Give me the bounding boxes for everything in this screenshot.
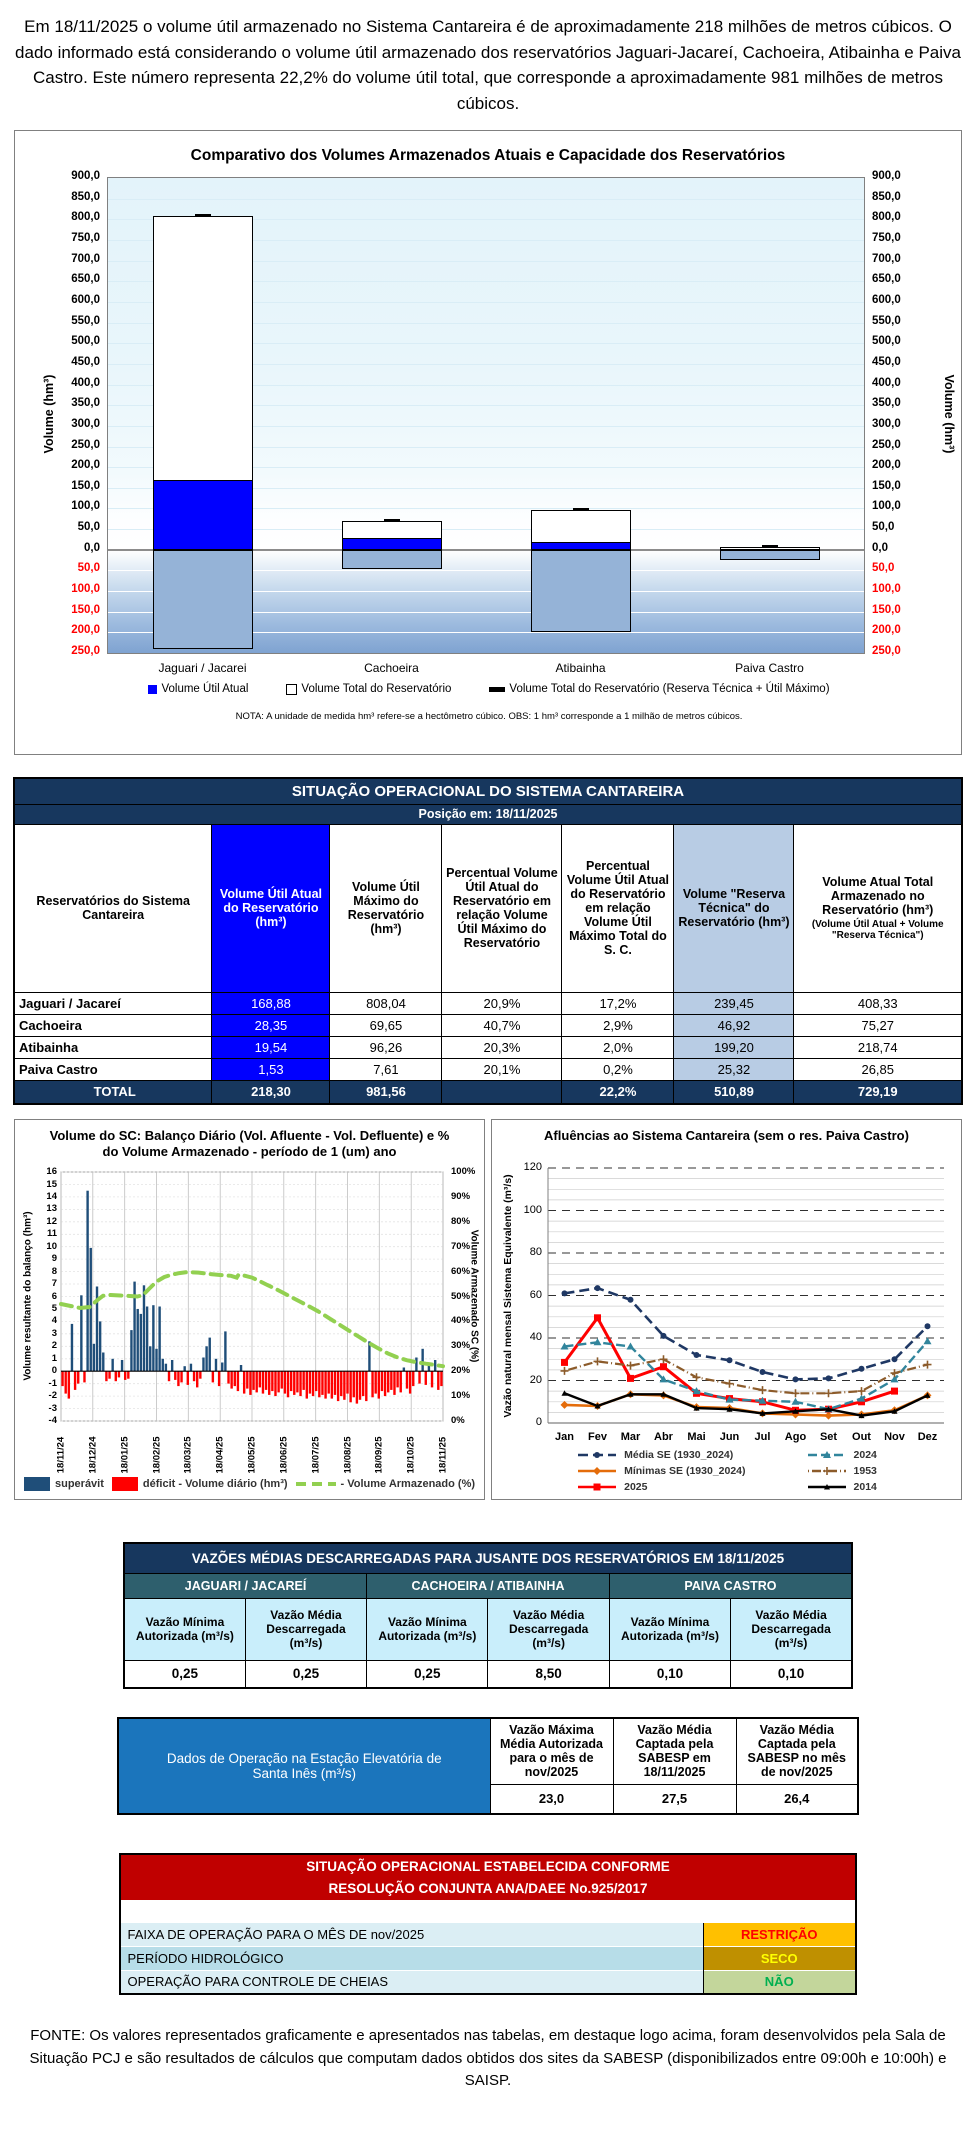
legend-item [806,1465,877,1477]
situacao-operacional-table [13,777,963,1105]
legend-item [286,683,451,695]
x-tick-label: Jun [719,1431,740,1443]
table-row [120,1946,855,1970]
cell: 218,74 [794,1036,962,1058]
col-header: Vazão Média Captada pela SABESP em 18/11/2025 [613,1718,736,1784]
x-category-label: Atibainha [555,661,606,675]
chart-title: Afluências ao Sistema Cantareira (sem o res. Paiva Castro) [544,1128,909,1143]
legend-column [576,1449,745,1493]
y-tick-label: 400,0 [872,376,901,389]
balanco-svg [61,1172,443,1421]
x-tick-label: 18/07/25 [310,1436,322,1474]
y-tick-label: 600,0 [71,293,100,306]
y-tick-label: 40 [529,1331,542,1343]
col-header: Percentual Volume Útil Atual do Reservatório em relação Volume Útil Máximo Total do S. C. [562,824,674,992]
legend-swatch-icon [806,1449,848,1461]
legend-label: 2024 [853,1449,877,1461]
cell: 27,5 [613,1784,736,1814]
surplus-swatch-icon [24,1477,50,1491]
legend-item [24,1477,104,1491]
cell: 1,53 [212,1058,330,1080]
afluencias-legend [492,1449,961,1493]
legend-label: 2025 [624,1481,648,1493]
y-tick-label: 200,0 [872,624,901,637]
cell: TOTAL [14,1080,212,1104]
blue-square-icon [148,685,157,694]
spacer-row [120,1900,855,1922]
x-category-label: Jaguari / Jacarei [158,661,247,675]
y-tick-label: 400,0 [71,376,100,389]
y-tick-label: 900,0 [872,170,901,182]
y-tick-label: 100% [451,1166,476,1177]
cell: Cachoeira [14,1014,212,1036]
legend-item [576,1481,745,1493]
cell: 510,89 [674,1080,794,1104]
y-axis-title-left: Volume (hm³) [42,374,56,454]
cell: 40,7% [442,1014,562,1036]
header-row [118,1718,858,1784]
y-tick-label: 13 [46,1203,57,1215]
row-label: PERÍODO HIDROLÓGICO [120,1946,703,1970]
y-tick-label: 70% [451,1240,471,1252]
y-tick-label: 850,0 [71,190,100,203]
cell: 19,54 [212,1036,330,1058]
comparativo-chart [14,130,962,755]
legend-swatch-icon [806,1481,848,1493]
title-line: RESOLUÇÃO CONJUNTA ANA/DAEE No.925/2017 [328,1880,648,1896]
y-tick-label: 200,0 [71,624,100,637]
x-tick-label: Jul [754,1431,771,1443]
x-tick-label: 18/03/25 [182,1436,194,1474]
gridline [108,199,864,200]
y-tick-label: -1 [48,1377,57,1389]
col-header: Vazão Mínima Autorizada (m³/s) [367,1598,488,1660]
group-header: PAIVA CASTRO [609,1573,852,1598]
legend-item [576,1465,745,1477]
x-tick-label: 18/09/25 [373,1436,385,1474]
x-tick-label: 18/11/25 [437,1436,449,1474]
cell: 25,32 [674,1058,794,1080]
x-tick-label: Out [852,1431,871,1443]
col-header-main: Volume Atual Total Armazenado no Reservatório (hm³) [822,875,934,917]
table-header-row [14,824,962,992]
legend-swatch-icon [576,1481,618,1493]
cell: 23,0 [490,1784,613,1814]
y-tick-label: 100 [523,1203,542,1216]
bar-reserva-tecnica [342,550,442,569]
y-tick-label: 120 [523,1161,542,1173]
col-header-sub: (Volume Útil Atual + Volume "Reserva Técnica") [811,919,944,941]
group-header: CACHOEIRA / ATIBAINHA [367,1573,610,1598]
cell: 20,1% [442,1058,562,1080]
cell: 2,9% [562,1014,674,1036]
y-tick-label: 0,0 [84,541,100,554]
y-tick-label: 250,0 [71,438,100,451]
x-tick-label: 18/05/25 [246,1436,258,1474]
col-header: Vazão Média Captada pela SABESP no mês de nov/2025 [736,1718,858,1784]
table-title: SITUAÇÃO OPERACIONAL DO SISTEMA CANTAREIRA [14,778,962,804]
subheader-row [124,1598,852,1660]
y-tick-label: 0,0 [872,541,888,554]
y-tick-label: 700,0 [872,252,901,265]
y-tick-label: 450,0 [872,355,901,368]
col-header: Volume Útil Máximo do Reservatório (hm³) [330,824,442,992]
y-tick-label: 150,0 [71,603,100,616]
table-row [14,992,962,1014]
cell: 69,65 [330,1014,442,1036]
deficit-swatch-icon [112,1477,138,1491]
y-tick-label: 80 [529,1246,542,1258]
legend-item [148,683,248,695]
legend-item [576,1449,745,1461]
legend-label: déficit - Volume diário (hm³) [142,1478,288,1490]
table-title: VAZÕES MÉDIAS DESCARREGADAS PARA JUSANTE DOS RESERVATÓRIOS EM 18/11/2025 [124,1543,852,1573]
y-tick-label: 80% [451,1215,471,1227]
y-tick-label: 2 [51,1340,57,1352]
table-label: Dados de Operação na Estação Elevatória de Santa Inês (m³/s) [118,1718,490,1814]
x-tick-label: Jan [555,1431,574,1443]
fonte-paragraph: FONTE: Os valores representados graficamente e apresentados nas tabelas, em destaque logo acima, foram desenvolvidos pela Sala de Situação PCJ e são resultados de cálculos que computam dados obtidos dos sites da SABESP (disponibilizados entre 09:00h e 10:00h) e SAISP. [29,2027,947,2090]
y-tick-label: 100,0 [872,583,901,595]
legend-swatch-icon [576,1449,618,1461]
x-tick-label: 18/04/25 [214,1436,226,1474]
cell: 26,85 [794,1058,962,1080]
y-tick-label: 250,0 [872,438,901,451]
y-tick-label: -2 [48,1390,57,1402]
values-row [124,1660,852,1688]
x-tick-label: 18/06/25 [278,1436,290,1474]
bar-reserva-tecnica [720,550,820,561]
x-tick-label: Mar [620,1431,641,1443]
cell: 0,25 [124,1660,245,1688]
y-tick-label: 10% [451,1390,471,1402]
legend-item [806,1481,877,1493]
y-tick-label: 350,0 [872,397,901,410]
y-tick-label: 500,0 [71,335,100,348]
y-tick-label: 9 [51,1253,57,1265]
y-tick-label: 200,0 [872,459,901,472]
col-header: Percentual Volume Útil Atual do Reservatório em relação Volume Útil Máximo do Reservatório [442,824,562,992]
col-header: Vazão Média Descarregada (m³/s) [245,1598,366,1660]
bar-volume-util-atual [342,538,442,550]
group-header: JAGUARI / JACAREÍ [124,1573,367,1598]
cell: 96,26 [330,1036,442,1058]
total-marker-icon [573,508,589,511]
col-header: Vazão Mínima Autorizada (m³/s) [124,1598,245,1660]
y-tick-label: 100,0 [872,500,901,513]
cell: 239,45 [674,992,794,1014]
x-tick-label: 18/11/24 [55,1436,67,1474]
y-tick-label: 20% [451,1365,471,1377]
legend-label: - Volume Armazenado (%) [340,1478,476,1490]
table-row [14,1036,962,1058]
y-tick-label: 0 [51,1365,57,1377]
table-title [120,1854,855,1900]
group-header-row [124,1573,852,1598]
col-header: Vazão Média Descarregada (m³/s) [488,1598,609,1660]
cell: 981,56 [330,1080,442,1104]
y-axis-title-left: Volume resultante do balanço (hm³) [22,1211,34,1381]
cell: Atibainha [14,1036,212,1058]
total-marker-icon [762,545,778,548]
x-tick-label: 18/12/24 [87,1436,99,1474]
x-tick-label: 18/01/25 [119,1436,131,1474]
comparativo-plot-area [71,170,901,675]
y-tick-label: 600,0 [872,293,901,306]
y-tick-label: 750,0 [872,232,901,244]
y-tick-label: 16 [46,1166,57,1177]
legend-item [296,1478,475,1490]
y-tick-label: 650,0 [71,273,100,286]
y-tick-label: 60% [451,1265,471,1277]
y-tick-label: 50% [451,1290,471,1302]
y-tick-label: 900,0 [71,170,100,182]
cell: Paiva Castro [14,1058,212,1080]
y-tick-label: 20 [529,1373,542,1386]
x-tick-label: Abr [654,1431,673,1443]
legend-swatch-icon [806,1465,848,1477]
title-line: SITUAÇÃO OPERACIONAL ESTABELECIDA CONFORME [306,1859,670,1874]
y-tick-label: 50,0 [872,521,895,534]
y-tick-label: 15 [46,1178,57,1190]
legend-label: Volume Total do Reservatório (Reserva Técnica + Útil Máximo) [509,683,830,695]
cell: 8,50 [488,1660,609,1688]
y-tick-label: 750,0 [71,232,100,244]
legend-label: Mínimas SE (1930_2024) [624,1465,746,1477]
y-tick-label: 100,0 [71,500,100,513]
y-axis-title: Vazão natural mensal Sistema Equivalente (m³/s) [502,1174,514,1418]
cell: 7,61 [330,1058,442,1080]
y-tick-label: 50,0 [872,562,895,575]
status-badge: NÃO [703,1970,855,1994]
legend-label: Volume Útil Atual [161,683,249,695]
x-category-label: Cachoeira [364,661,419,675]
cell [442,1080,562,1104]
col-header: Vazão Média Descarregada (m³/s) [731,1598,852,1660]
col-header: Vazão Máxima Média Autorizada para o mês de nov/2025 [490,1718,613,1784]
x-tick-label: Nov [884,1431,905,1443]
y-tick-label: 650,0 [872,273,901,286]
y-tick-label: 800,0 [872,211,901,224]
comparativo-legend [15,683,963,695]
y-tick-label: 30% [451,1340,471,1352]
cell: 2,0% [562,1036,674,1058]
y-tick-label: 200,0 [71,459,100,472]
x-tick-label: 18/10/25 [405,1436,417,1474]
bar-reserva-tecnica [531,550,631,632]
small-charts-row [14,1119,962,1500]
chart-note: NOTA: A unidade de medida hm³ refere-se a hectômetro cúbico. OBS: 1 hm³ corresponde a 1 milhão de metros cúbicos. [235,711,743,722]
intro-paragraph: Em 18/11/2025 o volume útil armazenado no Sistema Cantareira é de aproximadamente 218 milhões de metros cúbicos. O dado informado está considerando o volume útil armazenado dos reservatórios Jaguari-Jacareí, Cachoeira, Atibainha e Paiva Castro. Este número representa 22,2% do volume útil total, que corresponde a aproximadamente 981 milhões de metros cúbicos. [15,17,961,113]
cell: 0,25 [245,1660,366,1688]
bar-reserva-tecnica [153,550,253,649]
cell: 75,27 [794,1014,962,1036]
legend-label: Média SE (1930_2024) [624,1449,734,1461]
y-tick-label: 150,0 [71,479,100,492]
col-header [794,824,962,992]
black-dash-icon [489,687,505,692]
cell: 46,92 [674,1014,794,1036]
row-label: OPERAÇÃO PARA CONTROLE DE CHEIAS [120,1970,703,1994]
legend-swatch-icon [576,1465,618,1477]
y-tick-label: 50,0 [77,521,100,534]
balanco-diario-chart [14,1119,485,1500]
y-tick-label: 8 [51,1265,57,1277]
cell: 17,2% [562,992,674,1014]
y-tick-label: 11 [46,1228,57,1240]
cell: 0,10 [609,1660,730,1688]
table-subtitle: Posição em: 18/11/2025 [14,804,962,824]
row-label: FAIXA DE OPERAÇÃO PARA O MÊS DE nov/2025 [120,1922,703,1946]
cell: 729,19 [794,1080,962,1104]
y-tick-label: 6 [51,1290,57,1302]
cell: 28,35 [212,1014,330,1036]
afluencias-svg [548,1168,944,1423]
x-tick-label: Mai [687,1431,706,1443]
x-tick-label: Set [819,1431,838,1443]
total-marker-icon [384,519,400,522]
table-row [14,1014,962,1036]
legend-label: 2014 [853,1481,877,1493]
x-tick-label: Fev [588,1431,607,1443]
y-tick-label: 450,0 [71,355,100,368]
bar-volume-util-atual [531,542,631,550]
x-tick-label: Dez [917,1431,938,1443]
y-axis-title-right: Volume (hm³) [942,374,956,454]
y-tick-label: 150,0 [872,603,901,616]
bar-volume-util-atual [153,480,253,550]
y-tick-label: 0 [535,1416,542,1428]
x-tick-label: Ago [784,1431,807,1443]
y-tick-label: 550,0 [872,314,901,327]
cell: 0,2% [562,1058,674,1080]
status-badge: SECO [703,1946,855,1970]
chart-title: Comparativo dos Volumes Armazenados Atuais e Capacidade dos Reservatórios [190,147,786,164]
total-marker-icon [195,214,211,217]
cell: 168,88 [212,992,330,1014]
cell: 20,9% [442,992,562,1014]
legend-label: superávit [54,1478,104,1490]
afluencias-plot-area [523,1161,944,1443]
legend-item [112,1477,288,1491]
y-tick-label: 150,0 [872,479,901,492]
y-tick-label: 10 [46,1240,57,1252]
y-tick-label: 60 [529,1288,542,1301]
table-row [120,1922,855,1946]
balanco-legend [15,1477,484,1491]
x-category-label: Paiva Castro [735,661,804,675]
table-total-row [14,1080,962,1104]
y-tick-label: 12 [46,1215,57,1227]
y-tick-label: 90% [451,1190,471,1202]
y-tick-label: 300,0 [71,417,100,430]
legend-label: Volume Total do Reservatório [301,683,452,695]
y-tick-label: 0% [451,1415,465,1426]
col-header: Volume Útil Atual do Reservatório (hm³) [212,824,330,992]
y-tick-label: 250,0 [71,645,100,657]
y-tick-label: -3 [48,1402,57,1414]
y-tick-label: 500,0 [872,335,901,348]
cell: 0,10 [731,1660,852,1688]
y-tick-label: 14 [46,1190,57,1202]
x-tick-label: 18/02/25 [151,1436,162,1474]
y-tick-label: 3 [51,1327,57,1339]
y-axis-title-right: Volume Armazenado SC (%) [468,1229,480,1363]
y-tick-label: -4 [48,1415,57,1426]
cell: 808,04 [330,992,442,1014]
cell: Jaguari / Jacareí [14,992,212,1014]
y-tick-label: 300,0 [872,417,901,430]
cell: 20,3% [442,1036,562,1058]
col-header: Volume "Reserva Técnica" do Reservatório (hm³) [674,824,794,992]
y-tick-label: 4 [51,1315,57,1327]
y-tick-label: 50,0 [77,562,100,575]
y-tick-label: 250,0 [872,645,901,657]
cell: 26,4 [736,1784,858,1814]
cell: 218,30 [212,1080,330,1104]
legend-item [489,683,829,695]
y-tick-label: 5 [51,1303,57,1314]
col-header: Vazão Mínima Autorizada (m³/s) [609,1598,730,1660]
y-tick-label: 40% [451,1315,471,1327]
white-square-icon [286,684,297,695]
santa-ines-table [117,1717,859,1815]
cell: 408,33 [794,992,962,1014]
y-tick-label: 700,0 [71,252,100,265]
x-tick-label: 18/08/25 [342,1436,353,1474]
y-tick-label: 100,0 [71,583,100,595]
table-row [120,1970,855,1994]
vazoes-table [123,1542,853,1689]
y-tick-label: 800,0 [71,211,100,224]
afluencias-chart [491,1119,962,1500]
y-tick-label: 7 [51,1278,57,1289]
cell: 0,25 [367,1660,488,1688]
status-badge: RESTRIÇÃO [703,1922,855,1946]
storage-line-icon [296,1482,336,1486]
y-tick-label: 1 [51,1352,57,1364]
legend-label: 1953 [853,1465,877,1477]
col-header: Reservatórios do Sistema Cantareira [14,824,212,992]
y-tick-label: 850,0 [872,190,901,203]
cell: 22,2% [562,1080,674,1104]
cell: 199,20 [674,1036,794,1058]
legend-column [806,1449,877,1493]
y-tick-label: 350,0 [71,397,100,410]
legend-item [806,1449,877,1461]
chart-title: Volume do SC: Balanço Diário (Vol. Afluente - Vol. Defluente) e % do Volume Armazenado - período de 1 (um) ano [49,1128,450,1160]
resolucao-table [119,1853,856,1995]
table-row [14,1058,962,1080]
y-tick-label: 550,0 [71,314,100,327]
